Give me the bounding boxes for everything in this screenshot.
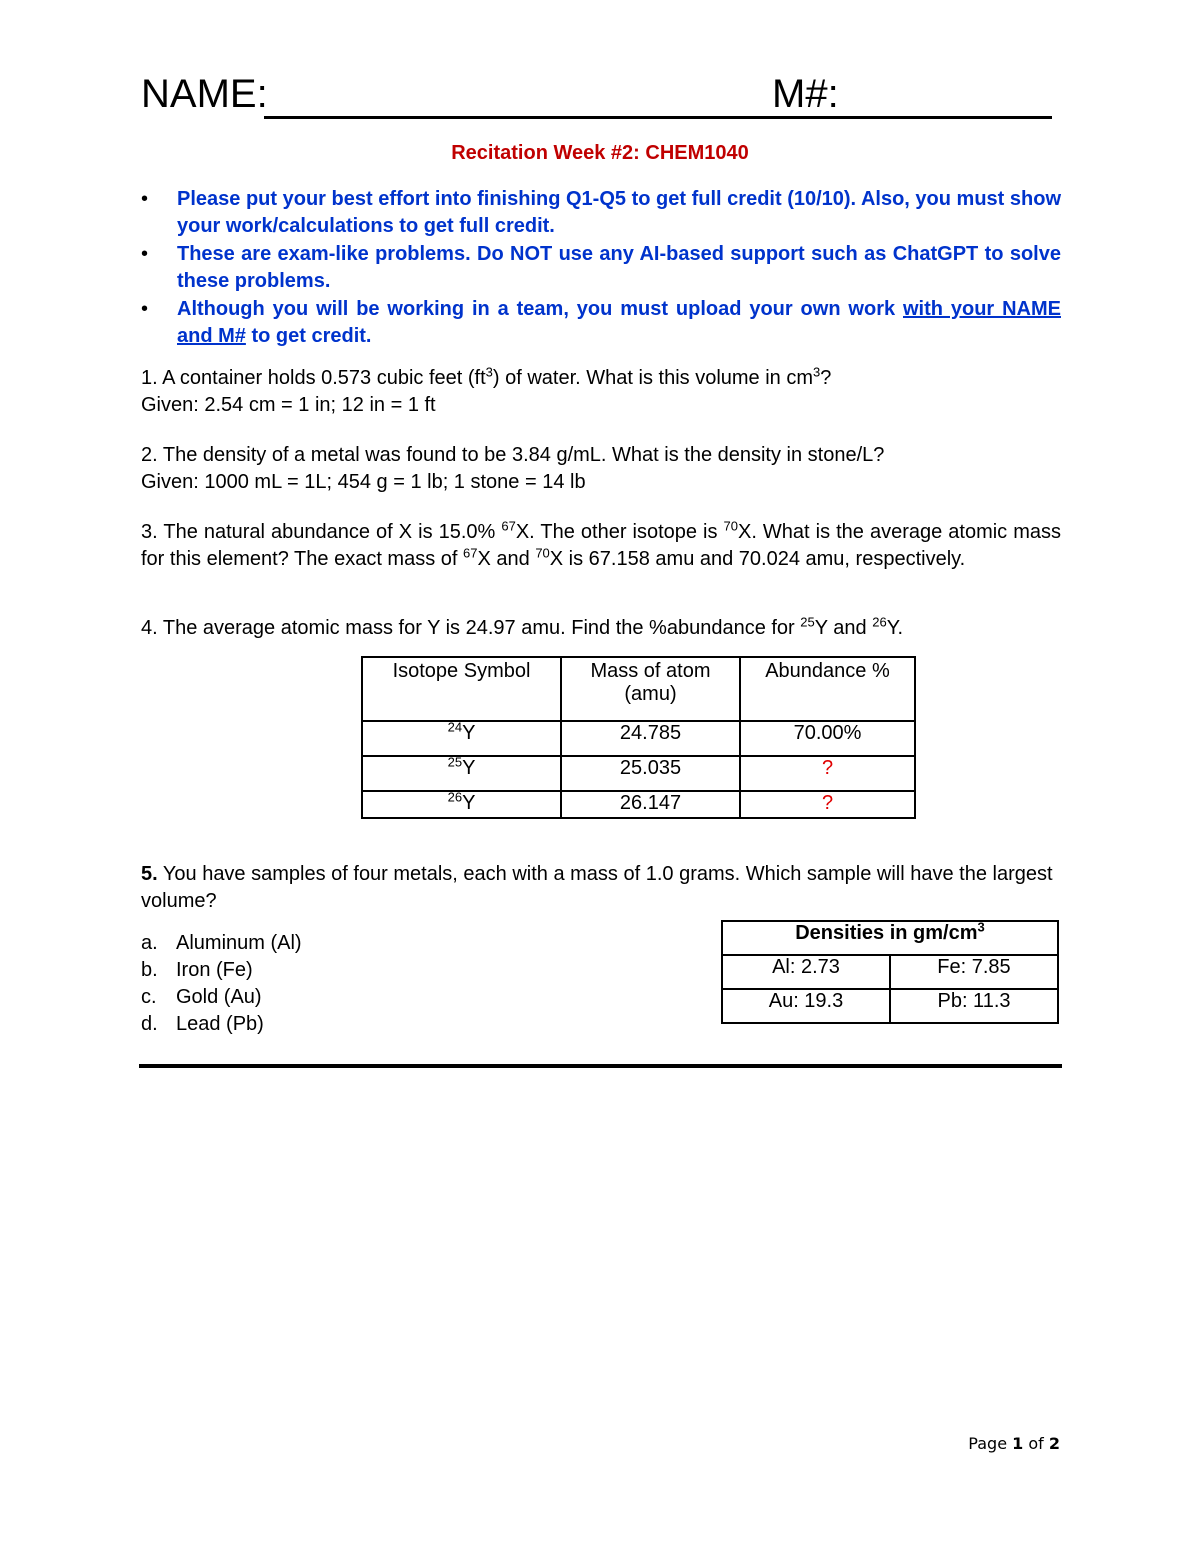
density-table	[721, 920, 1059, 1024]
question-2-text: 2. The density of a metal was found to be 3.84 g/mL. What is the density in stone/L?	[141, 444, 885, 466]
question-3	[141, 519, 1061, 573]
q1-text-part: ?	[820, 367, 832, 389]
instruction-item	[141, 241, 1061, 295]
instruction-text: Please put your best effort into finishing Q1-Q5 to get full credit (10/10). Also, you must show your work/calculations to get full credit.	[177, 188, 1061, 237]
instructions-list	[141, 186, 1061, 351]
abundance-cell-unknown: ?	[740, 756, 915, 791]
q4-text-part: Y and	[814, 617, 873, 639]
mass-number: 24	[447, 719, 463, 735]
name-header	[141, 72, 1061, 122]
density-cell-au: Au: 19.3	[722, 989, 890, 1023]
instruction-underlined-text: with your NAME and M#	[177, 298, 1061, 347]
mass-number: 25	[447, 754, 463, 770]
option-letter: c.	[141, 986, 157, 1008]
abundance-cell: 70.00%	[740, 721, 915, 756]
instruction-text: Although you will be working in a team, you must upload your own work	[177, 298, 903, 320]
option-label: Iron (Fe)	[176, 959, 253, 981]
q3-superscript: 67	[463, 545, 478, 561]
page-number	[962, 1434, 1060, 1453]
header-abundance: Abundance %	[740, 657, 915, 721]
question-5-text: You have samples of four metals, each with a mass of 1.0 grams. Which sample will have the largest volume?	[141, 863, 1053, 912]
option-gold[interactable]	[141, 984, 302, 1011]
density-cell-pb: Pb: 11.3	[890, 989, 1058, 1023]
abundance-cell-unknown: ?	[740, 791, 915, 818]
q1-superscript: 3	[813, 364, 821, 380]
q1-superscript: 3	[485, 364, 493, 380]
q3-text-part: 3. The natural abundance of X is 15.0%	[141, 521, 502, 543]
element-symbol: Y	[462, 757, 476, 779]
q4-text-part: 4. The average atomic mass for Y is 24.97 amu. Find the %abundance for	[141, 617, 801, 639]
q1-text-part: ) of water. What is this volume in cm	[492, 367, 814, 389]
bullet-icon: •	[141, 188, 149, 210]
total-pages: 2	[1048, 1434, 1060, 1453]
q4-superscript: 25	[800, 614, 815, 630]
option-label: Aluminum (Al)	[176, 932, 302, 954]
option-letter: b.	[141, 959, 158, 981]
table-row	[362, 721, 915, 756]
q3-superscript: 70	[723, 518, 738, 534]
q4-text-part: Y.	[886, 617, 904, 639]
header-mass-of-atom: Mass of atom (amu)	[561, 657, 740, 721]
isotope-symbol-cell	[362, 756, 561, 791]
of-word: of	[1023, 1434, 1049, 1453]
option-lead[interactable]	[141, 1011, 302, 1038]
question-5	[141, 861, 1061, 915]
q3-text-part: X. What is the average atomic mass for this element? The exact mass of	[141, 521, 1061, 570]
element-symbol: Y	[462, 792, 476, 814]
instruction-text: These are exam-like problems. Do NOT use any AI-based support such as ChatGPT to solve these problems.	[177, 243, 1061, 292]
m-number-label: M#:	[772, 72, 839, 116]
isotope-symbol-cell	[362, 721, 561, 756]
q3-text-part: X and	[477, 548, 536, 570]
q3-superscript: 70	[535, 545, 550, 561]
density-table-title	[722, 921, 1058, 955]
q3-text-part: X is 67.158 amu and 70.024 amu, respectively.	[549, 548, 966, 570]
density-cell-al: Al: 2.73	[722, 955, 890, 989]
section-divider	[139, 1064, 1062, 1068]
table-row	[722, 989, 1058, 1023]
q3-superscript: 67	[501, 518, 516, 534]
option-label: Gold (Au)	[176, 986, 262, 1008]
question-2	[141, 442, 1061, 496]
name-label: NAME:	[141, 72, 268, 116]
m-number-blank-line[interactable]	[834, 116, 1052, 119]
question-2-given: Given: 1000 mL = 1L; 454 g = 1 lb; 1 stone = 14 lb	[141, 471, 586, 493]
isotope-table	[361, 656, 916, 819]
question-1	[141, 365, 1061, 419]
density-table-header-row	[722, 921, 1058, 955]
question-5-number: 5.	[141, 863, 158, 885]
question-1-given: Given: 2.54 cm = 1 in; 12 in = 1 ft	[141, 394, 436, 416]
element-symbol: Y	[462, 722, 476, 744]
density-title-superscript: 3	[977, 919, 985, 935]
question-4	[141, 615, 1061, 642]
isotope-table-header-row	[362, 657, 915, 721]
instruction-item	[141, 186, 1061, 240]
mass-number: 26	[447, 789, 463, 805]
q4-superscript: 26	[872, 614, 887, 630]
bullet-icon: •	[141, 298, 149, 320]
density-cell-fe: Fe: 7.85	[890, 955, 1058, 989]
table-row	[722, 955, 1058, 989]
q1-text-part: 1. A container holds 0.573 cubic feet (ft	[141, 367, 486, 389]
current-page: 1	[1012, 1434, 1024, 1453]
mass-cell: 26.147	[561, 791, 740, 818]
option-letter: d.	[141, 1013, 158, 1035]
density-title-text: Densities in gm/cm	[795, 922, 978, 944]
table-row	[362, 756, 915, 791]
isotope-symbol-cell	[362, 791, 561, 818]
mass-cell: 24.785	[561, 721, 740, 756]
option-aluminum[interactable]	[141, 930, 302, 957]
instruction-text: to get credit.	[245, 325, 372, 347]
page-word: Page	[968, 1434, 1013, 1453]
table-row	[362, 791, 915, 818]
mass-cell: 25.035	[561, 756, 740, 791]
page-title: Recitation Week #2: CHEM1040	[451, 142, 749, 164]
header-isotope-symbol: Isotope Symbol	[362, 657, 561, 721]
instruction-item	[141, 296, 1061, 350]
question-1-text	[141, 365, 1061, 392]
option-label: Lead (Pb)	[176, 1013, 264, 1035]
option-iron[interactable]	[141, 957, 302, 984]
answer-options	[141, 930, 302, 1038]
bullet-icon: •	[141, 243, 149, 265]
option-letter: a.	[141, 932, 158, 954]
q3-text-part: X. The other isotope is	[515, 521, 724, 543]
